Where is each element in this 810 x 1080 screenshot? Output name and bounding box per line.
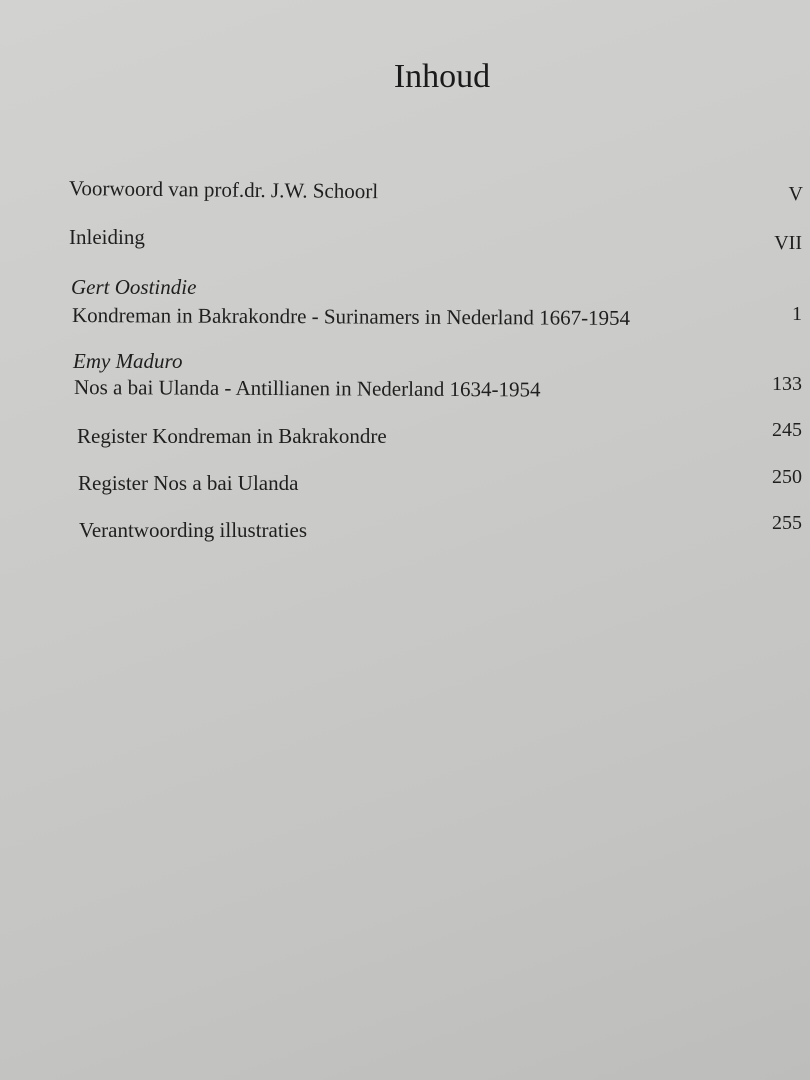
toc-entry-title: Verantwoording illustraties bbox=[79, 518, 308, 542]
toc-entry-title: Voorwoord van prof.dr. J.W. Schoorl bbox=[68, 176, 379, 204]
toc-entry-title: Inleiding bbox=[69, 225, 145, 249]
toc-entry-page: 255 bbox=[772, 512, 802, 534]
toc-entry-title: Register Nos a bai Ulanda bbox=[78, 471, 299, 495]
toc-entry-page: 1 bbox=[792, 303, 802, 325]
page-title: Inhoud bbox=[393, 58, 491, 95]
toc-entry-page: 250 bbox=[772, 466, 802, 488]
toc-entry-page: 245 bbox=[772, 419, 802, 441]
toc-entry-author: Gert Oostindie bbox=[71, 275, 197, 299]
toc-entry-author: Emy Maduro bbox=[73, 349, 183, 373]
toc-entry-title: Kondreman in Bakrakondre - Surinamers in Nederland 1667-1954 bbox=[71, 303, 631, 330]
toc-entry-title: Register Kondreman in Bakrakondre bbox=[77, 424, 387, 448]
toc-entry-page: V bbox=[788, 183, 803, 205]
toc-entry-title: Nos a bai Ulanda - Antillianen in Nederland 1634-1954 bbox=[73, 375, 541, 402]
toc-entry-page: 133 bbox=[772, 373, 802, 395]
toc-entry-page: VII bbox=[774, 232, 802, 254]
